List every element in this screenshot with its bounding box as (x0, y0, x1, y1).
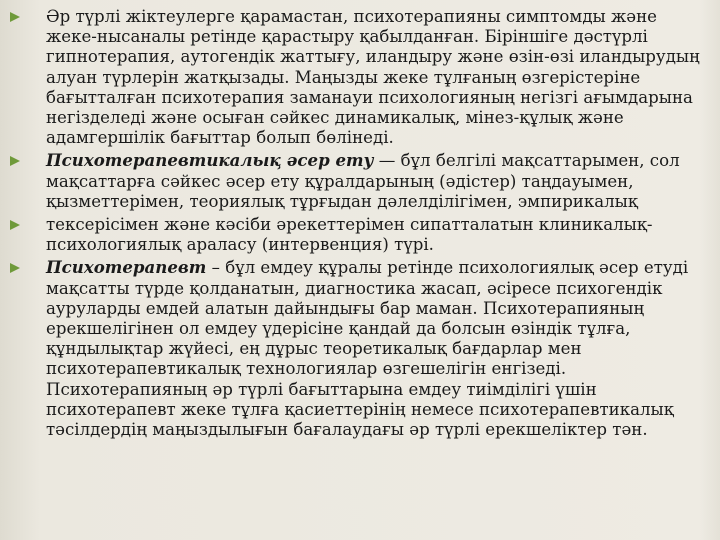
bullet-term: Психотерапевтикалық әсер ету (46, 150, 374, 171)
bullet-term: Психотерапевт (46, 257, 207, 278)
bullet-item (6, 6, 706, 148)
bullet-list (6, 6, 706, 442)
triangle-bullet-icon (10, 156, 20, 166)
triangle-bullet-icon (10, 263, 20, 273)
triangle-bullet-icon (10, 220, 20, 230)
bullet-text: — бұл белгілі мақсаттарымен, сол мақсаттарға сәйкес әсер ету құралдарының (әдістер) таңдауымен, қызметтерімен, теориялық тұрғыдан дәлелділігімен, эмпирикалық (46, 151, 680, 211)
bullet-item (6, 150, 706, 212)
triangle-bullet-icon (10, 12, 20, 22)
bullet-text: – бұл емдеу құралы ретінде психологиялық әсер етуді мақсатты түрде қолданатын, диагностика жасап, әсіресе психогендік ауруларды емдей алатын дайындығы бар маман. Психотерапияның ерекшелігінен ол емдеу үдерісіне қандай да болсын өзіндік тұлға, құндылықтар жүйесі, ең дұрыс теоретикалық бағдарлар мен психотерапевтикалық технологиялар өзгешелігін енгізеді. Психотерапияның әр түрлі бағыттарына емдеу тиімділігі үшін психотерапевт жеке тұлға қасиеттерінің немесе психотерапевтикалық тәсілдердің маңыздылығын бағалаудағы әр түрлі ерекшеліктер тән. (46, 258, 689, 440)
bullet-text: Әр түрлі жіктеулерге қарамастан, психотерапияны симптомды және жеке-нысаналы ретінде қарастыру қабылданған. Біріншіге дәстүрлі гипнотерапия, аутогендік жаттығу, иландыру және өзін-өзі иландырудың алуан түрлерін жатқызады. Маңызды жеке тұлғаның өзгерістеріне бағытталған психотерапия заманауи психологияның негізгі ағымдарына негізделеді және осыған сәйкес динамикалық, мінез-құлық және адамгершілік бағыттар болып бөлінеді. (46, 7, 700, 148)
bullet-text: тексерісімен және кәсіби әрекеттерімен сипатталатын клиникалық-психологиялық араласу (интервенция) түрі. (46, 215, 653, 255)
bullet-item (6, 214, 706, 255)
bullet-item (6, 257, 706, 440)
